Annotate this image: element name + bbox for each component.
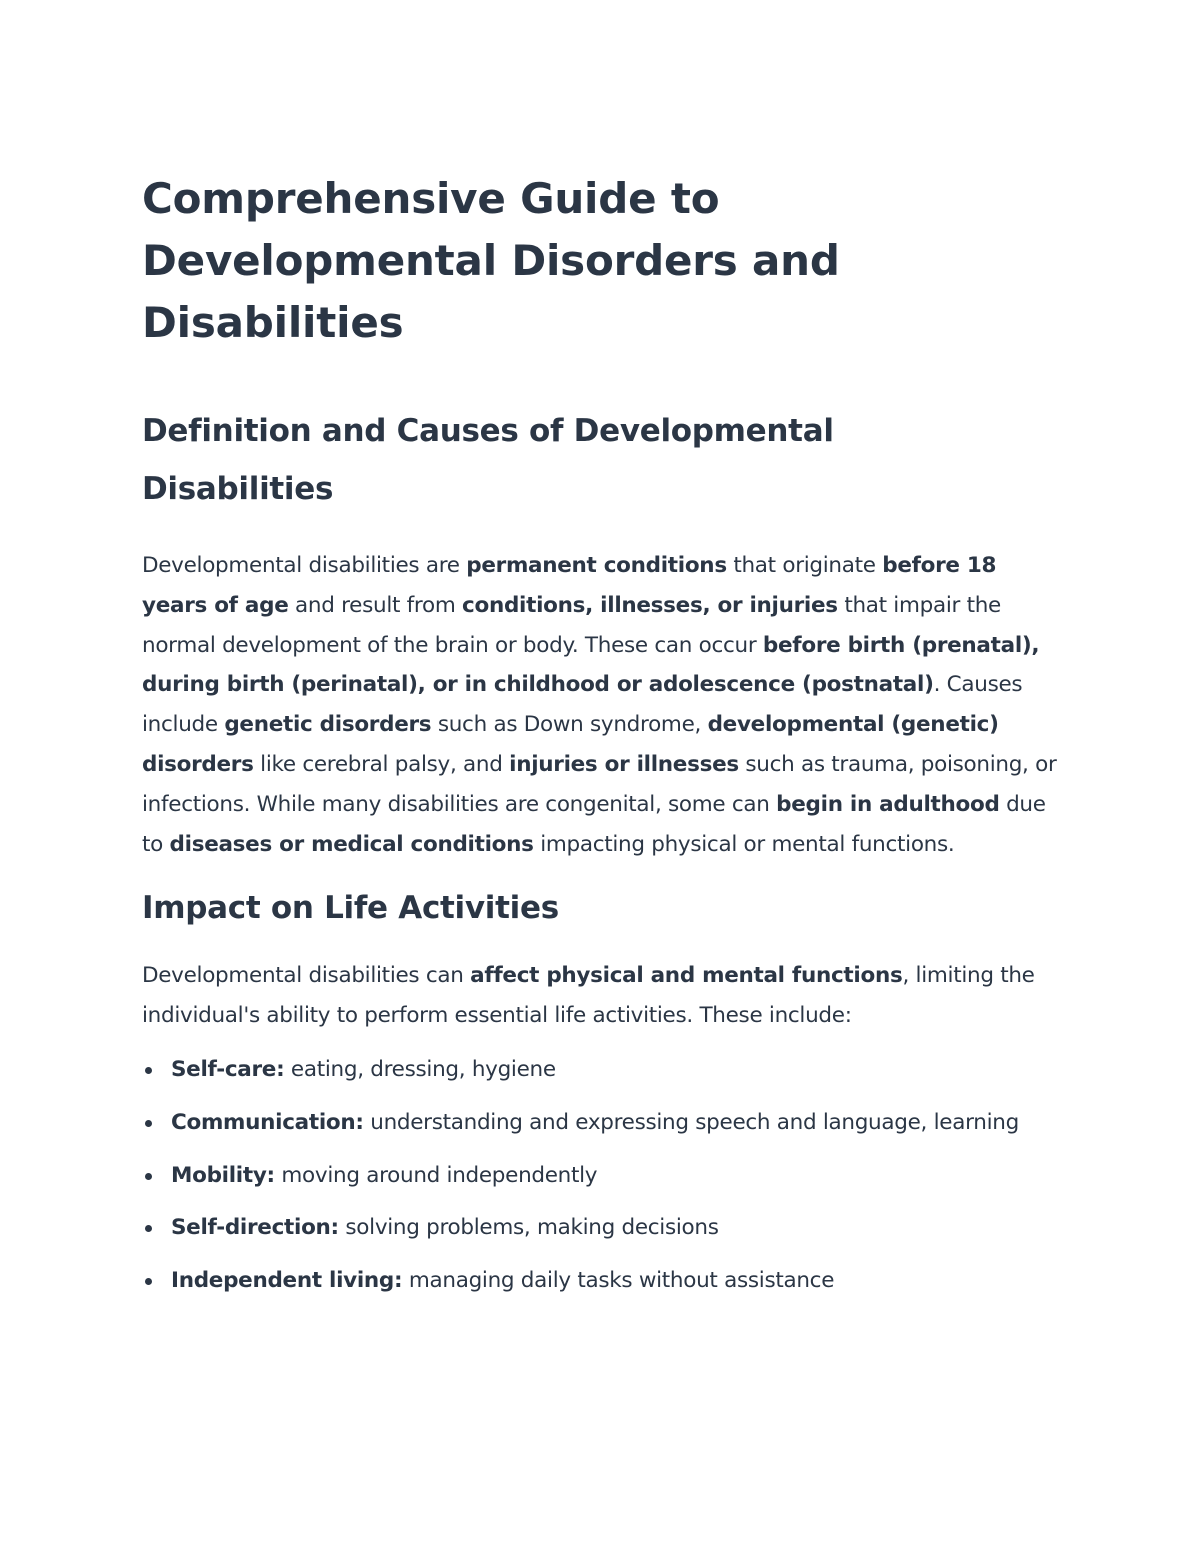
impact-paragraph: [142, 956, 1057, 1036]
text-run: that originate: [726, 553, 883, 578]
definition-paragraph: [142, 546, 1057, 864]
text-run: such as Down syndrome,: [431, 712, 708, 738]
list-item-desc: managing daily tasks without assistance: [402, 1268, 835, 1294]
bullet-icon: [145, 1278, 152, 1285]
list-item-term: Mobility:: [171, 1162, 275, 1188]
text-run: like cerebral palsy, and: [253, 751, 510, 777]
list-item-desc: understanding and expressing speech and language, learning: [363, 1109, 1019, 1135]
bullet-icon: [145, 1067, 152, 1074]
text-run-bold: injuries or illnesses: [509, 751, 739, 777]
list-item-term: Communication:: [171, 1109, 364, 1135]
list-item-desc: moving around independently: [274, 1162, 598, 1188]
text-run: , limiting the individual's ability to perform essential life activities. These include:: [142, 963, 1035, 1029]
list-item-desc: eating, dressing, hygiene: [284, 1056, 556, 1082]
text-run: due to: [142, 791, 1046, 857]
life-activities-list: [142, 1050, 1057, 1301]
text-run: Developmental disabilities are: [142, 553, 467, 578]
list-item-desc: solving problems, making decisions: [338, 1215, 719, 1241]
bullet-icon: [145, 1120, 152, 1127]
list-item: [142, 1103, 1051, 1143]
list-item: [142, 1261, 1051, 1301]
text-run-bold: permanent conditions: [466, 553, 727, 578]
list-item-term: Self-care:: [171, 1056, 285, 1082]
page-title: Comprehensive Guide to Developmental Disorders and Disabilities: [142, 174, 840, 347]
text-run: . Causes include: [142, 672, 1023, 738]
section-heading-impact: Impact on Life Activities: [142, 890, 559, 927]
text-run: that impair the normal development of the brain or body. These can occur: [142, 592, 1001, 658]
text-run-bold: begin in adulthood: [776, 791, 1000, 817]
bullet-icon: [145, 1173, 152, 1180]
text-run: and result from: [288, 592, 463, 618]
list-item: [142, 1208, 1051, 1248]
text-run-bold: developmental (genetic) disorders: [142, 712, 999, 777]
text-run-bold: diseases or medical conditions: [169, 831, 534, 857]
text-run: such as trauma, poisoning, or infections. While many disabilities are congenital, some can: [142, 751, 1057, 817]
bullet-icon: [145, 1225, 152, 1232]
list-item-term: Independent living:: [171, 1268, 403, 1294]
list-item-term: Self-direction:: [171, 1215, 339, 1241]
document-page: [142, 168, 1057, 1314]
list-item: [142, 1050, 1051, 1090]
text-run: Developmental disabilities can: [142, 963, 471, 989]
text-run-bold: before birth (prenatal), during birth (perinatal), or in childhood or adolescence (postnatal): [142, 632, 1040, 698]
text-run-bold: before 18 years of age: [142, 553, 997, 618]
text-run-bold: conditions, illnesses, or injuries: [462, 592, 838, 618]
text-run-bold: affect physical and mental functions: [470, 963, 903, 989]
section-heading-definition: Definition and Causes of Developmental Disabilities: [142, 413, 834, 507]
list-item: [142, 1156, 1051, 1196]
text-run: impacting physical or mental functions.: [533, 831, 955, 857]
text-run-bold: genetic disorders: [224, 712, 432, 738]
